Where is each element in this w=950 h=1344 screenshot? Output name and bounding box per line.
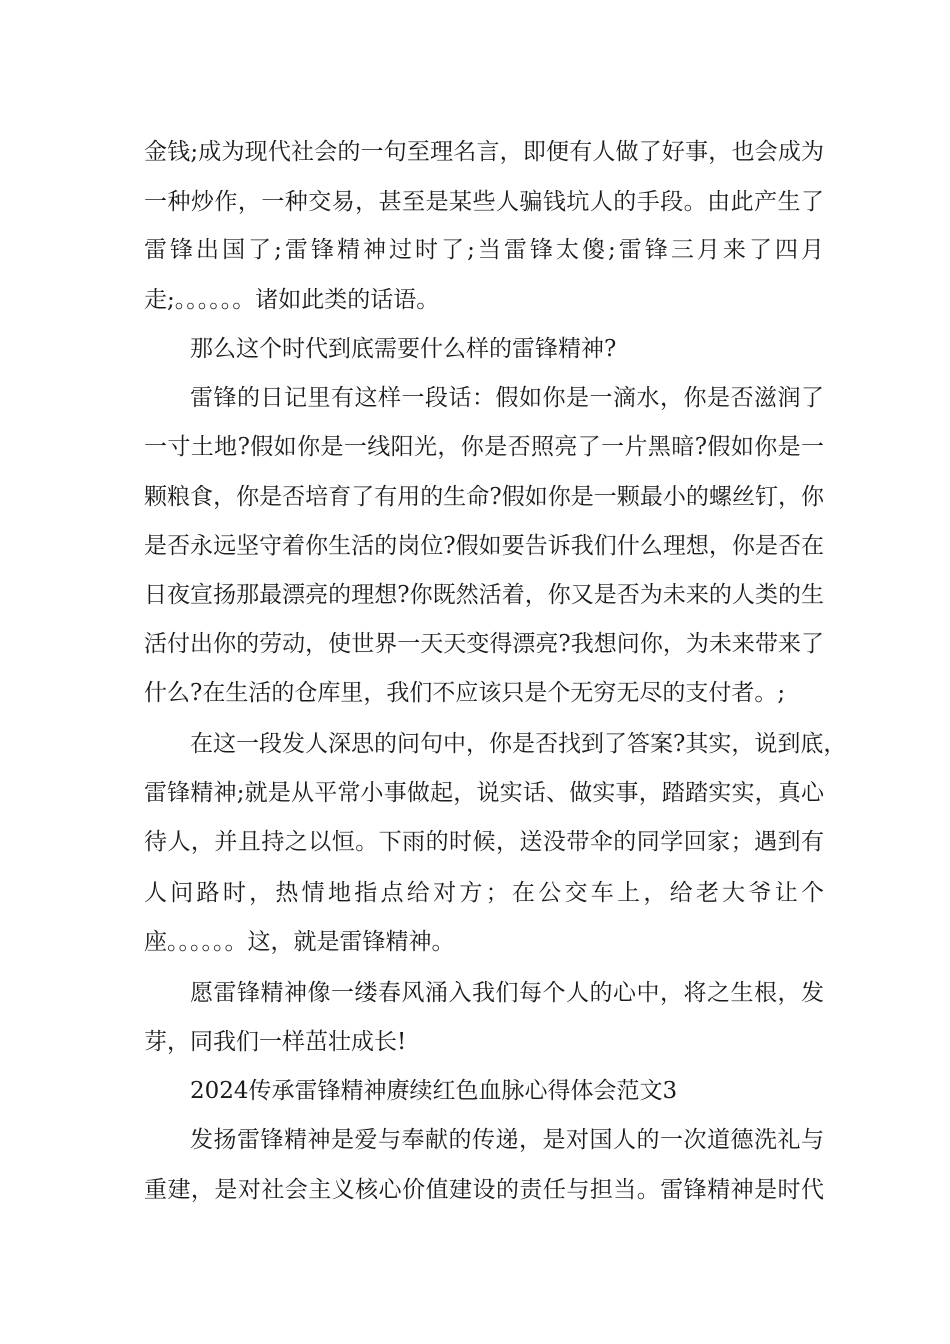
text-line: 是否永远坚守着你生活的岗位?假如要告诉我们什么理想，你是否在 <box>144 533 824 559</box>
text-line: 发扬雷锋精神是爱与奉献的传递，是对国人的一次道德洗礼与 <box>190 1127 824 1153</box>
text-line: 一寸土地?假如你是一线阳光，你是否照亮了一片黑暗?假如你是一 <box>144 434 824 460</box>
text-line: 雷锋精神;就是从平常小事做起，说实话、做实事，踏踏实实，真心 <box>144 780 824 806</box>
text-line: 活付出你的劳动，使世界一天天变得漂亮?我想问你，为未来带来了 <box>144 631 824 657</box>
section-heading: 2024传承雷锋精神赓续红色血脉心得体会范文3 <box>190 1078 678 1104</box>
text-line: 走;。。。。。。诸如此类的话语。 <box>144 287 440 313</box>
text-line: 座。。。。。。这，就是雷锋精神。 <box>144 929 455 955</box>
text-line: 日夜宣扬那最漂亮的理想?你既然活着，你又是否为未来的人类的生 <box>144 582 824 608</box>
text-line: 一种炒作，一种交易，甚至是某些人骗钱坑人的手段。由此产生了 <box>144 189 824 215</box>
text-line: 在这一段发人深思的问句中，你是否找到了答案?其实，说到底， <box>190 731 847 757</box>
text-line: 雷锋出国了;雷锋精神过时了;当雷锋太傻;雷锋三月来了四月 <box>144 237 824 263</box>
text-line: 芽，同我们一样茁壮成长! <box>144 1029 407 1055</box>
text-line: 待人，并且持之以恒。下雨的时候，送没带伞的同学回家；遇到有 <box>144 829 824 855</box>
text-line: 重建，是对社会主义核心价值建设的责任与担当。雷锋精神是时代 <box>144 1177 824 1203</box>
text-line: 愿雷锋精神像一缕春风涌入我们每个人的心中，将之生根，发 <box>190 980 824 1006</box>
text-line: 金钱;成为现代社会的一句至理名言，即便有人做了好事，也会成为 <box>144 139 824 165</box>
text-line: 那么这个时代到底需要什么样的雷锋精神? <box>190 336 617 362</box>
text-line: 雷锋的日记里有这样一段话：假如你是一滴水，你是否滋润了 <box>190 385 824 411</box>
text-line: 颗粮食，你是否培育了有用的生命?假如你是一颗最小的螺丝钉，你 <box>144 484 824 510</box>
text-line: 什么?在生活的仓库里，我们不应该只是个无穷无尽的支付者。; <box>144 680 786 706</box>
text-line: 人问路时，热情地指点给对方；在公交车上，给老大爷让个 <box>144 880 824 906</box>
